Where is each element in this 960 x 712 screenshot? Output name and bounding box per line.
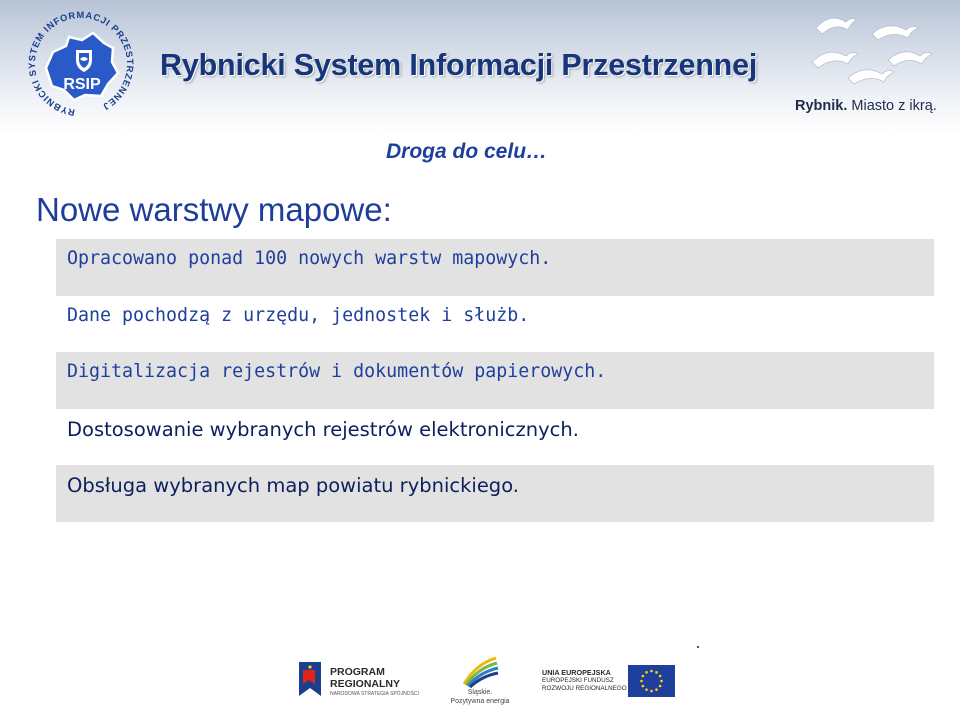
list-item: [56, 296, 934, 353]
slide-heading: Nowe warstwy mapowe:: [36, 191, 392, 228]
slaskie-text: Śląskie. Pozytywna energia: [450, 689, 510, 705]
logo-ring-text: RYBNICKI SYSTEM INFORMACJI PRZESTRZENNEJ: [26, 10, 136, 118]
slaskie-logo-icon: [460, 654, 500, 688]
slogan-city: Rybnik.: [795, 98, 848, 114]
program-regionalny-logo-icon: [295, 660, 325, 700]
page-banner-title: Rybnicki System Informacji Przestrzennej: [160, 48, 758, 82]
header-banner: [0, 0, 960, 135]
list-item: [56, 239, 934, 296]
city-slogan: [795, 98, 937, 114]
list-item: [56, 409, 934, 466]
fish-logo-icon: [808, 8, 936, 88]
slide-subtitle: Droga do celu…: [386, 140, 548, 163]
list-item-text: Obsługa wybranych map powiatu rybnickiego.: [67, 474, 519, 497]
list-item: [56, 465, 934, 522]
list-item-text: Opracowano ponad 100 nowych warstw mapowych.: [67, 248, 552, 269]
rsip-logo: [22, 10, 140, 122]
list-item: [56, 352, 934, 409]
list-item-text: Digitalizacja rejestrów i dokumentów papierowych.: [67, 361, 607, 382]
eu-fund-text: UNIA EUROPEJSKA EUROPEJSKI FUNDUSZ ROZWOJU REGIONALNEGO: [542, 668, 627, 692]
funding-logos: [295, 652, 685, 708]
slogan-motto: Miasto z ikrą.: [847, 98, 937, 114]
logo-center-text: RSIP: [63, 76, 101, 93]
decorative-dot: [697, 646, 699, 648]
eu-flag-icon: [628, 665, 675, 697]
program-regionalny-text: PROGRAM REGIONALNY NARODOWA STRATEGIA SPÓJNOŚCI: [330, 666, 419, 697]
list-item-text: Dane pochodzą z urzędu, jednostek i służb.: [67, 304, 530, 326]
list-item-text: Dostosowanie wybranych rejestrów elektronicznych.: [67, 417, 579, 441]
bullet-list: [56, 239, 934, 522]
